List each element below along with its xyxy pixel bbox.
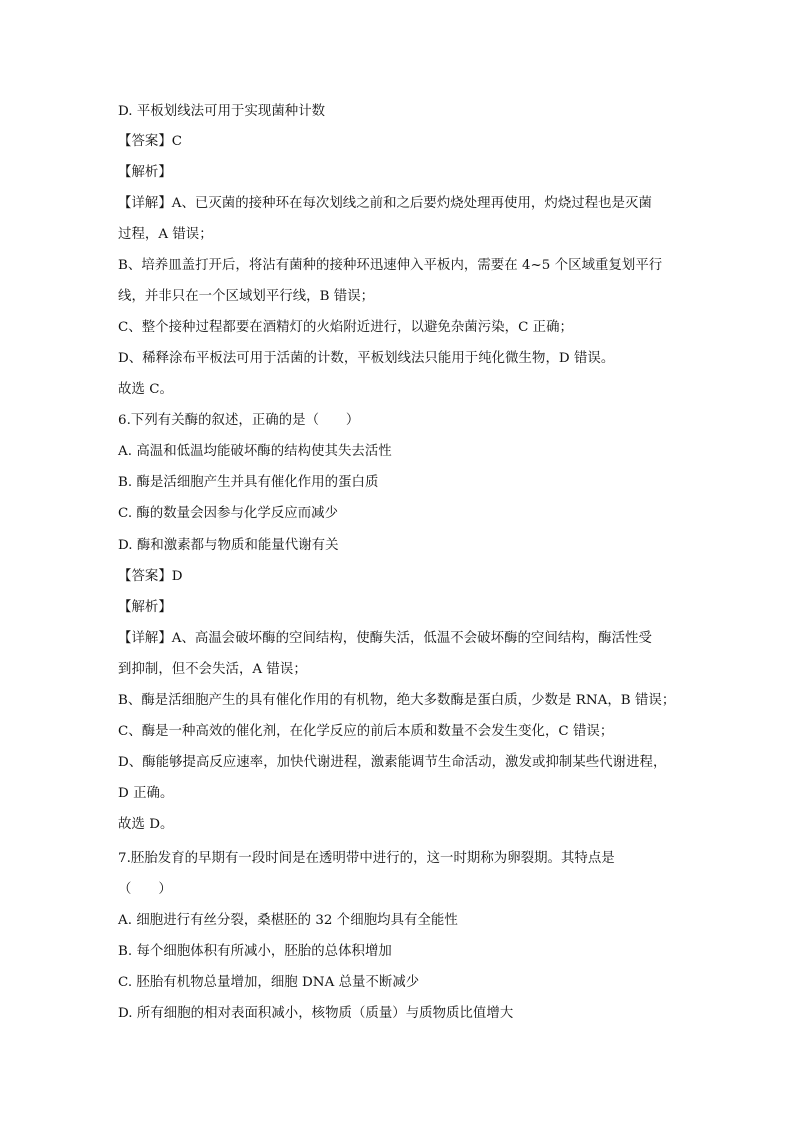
q5-detail-b-line2: 线，并非只在一个区域划平行线，B 错误； [118, 289, 375, 304]
q5-detail-b-line1: B、培养皿盖打开后，将沾有菌种的接种环迅速伸入平板内，需要在 4~5 个区域重复划平行 [118, 258, 663, 273]
q7-option-c: C. 胚胎有机物总量增加，细胞 DNA 总量不断减少 [118, 975, 420, 990]
q5-answer: 【答案】C [118, 134, 183, 149]
q6-detail-d-line1: D、酶能够提高反应速率，加快代谢进程，激素能调节生命活动，激发或抑制某些代谢进程， [118, 755, 667, 770]
q6-option-c: C. 酶的数量会因参与化学反应而减少 [118, 506, 339, 521]
q6-option-a: A. 高温和低温均能破坏酶的结构使其失去活性 [118, 444, 392, 459]
q6-analysis-label: 【解析】 [118, 600, 172, 615]
q6-detail-a-line1: 【详解】A、高温会破坏酶的空间结构，使酶失活，低温不会破坏酶的空间结构，酶活性受 [118, 631, 652, 646]
q6-detail-d-line2: D 正确。 [118, 786, 174, 801]
q7-option-d: D. 所有细胞的相对表面积减小，核物质（质量）与质物质比值增大 [118, 1006, 514, 1021]
q7-option-a: A. 细胞进行有丝分裂，桑椹胚的 32 个细胞均具有全能性 [118, 913, 458, 928]
q7-stem-bracket: （ ） [118, 882, 172, 897]
q5-conclusion: 故选 C。 [118, 382, 173, 397]
q6-detail-b: B、酶是活细胞产生的具有催化作用的有机物，绝大多数酶是蛋白质，少数是 RNA，B 错误； [118, 693, 676, 708]
q6-conclusion: 故选 D。 [118, 817, 174, 832]
q6-option-b: B. 酶是活细胞产生并具有催化作用的蛋白质 [118, 475, 379, 490]
q6-stem: 6.下列有关酶的叙述，正确的是（ ） [118, 413, 360, 428]
q5-detail-a-line2: 过程，A 错误； [118, 227, 213, 242]
q5-detail-d: D、稀释涂布平板法可用于活菌的计数，平板划线法只能用于纯化微生物，D 错误。 [118, 351, 615, 366]
q5-option-d: D. 平板划线法可用于实现菌种计数 [118, 104, 326, 119]
q5-detail-a-line1: 【详解】A、已灭菌的接种环在每次划线之前和之后要灼烧处理再使用，灼烧过程也是灭菌 [118, 196, 652, 211]
q5-analysis-label: 【解析】 [118, 165, 172, 180]
q5-detail-c: C、整个接种过程都要在酒精灯的火焰附近进行，以避免杂菌污染，C 正确； [118, 320, 573, 335]
q6-option-d: D. 酶和激素都与物质和能量代谢有关 [118, 538, 339, 553]
q6-detail-a-line2: 到抑制，但不会失活，A 错误； [118, 662, 307, 677]
q6-detail-c: C、酶是一种高效的催化剂，在化学反应的前后本质和数量不会发生变化，C 错误； [118, 724, 614, 739]
q7-option-b: B. 每个细胞体积有所减小，胚胎的总体积增加 [118, 944, 392, 959]
q6-answer: 【答案】D [118, 569, 183, 584]
q7-stem: 7.胚胎发育的早期有一段时间是在透明带中进行的，这一时期称为卵裂期。其特点是 [118, 851, 615, 866]
